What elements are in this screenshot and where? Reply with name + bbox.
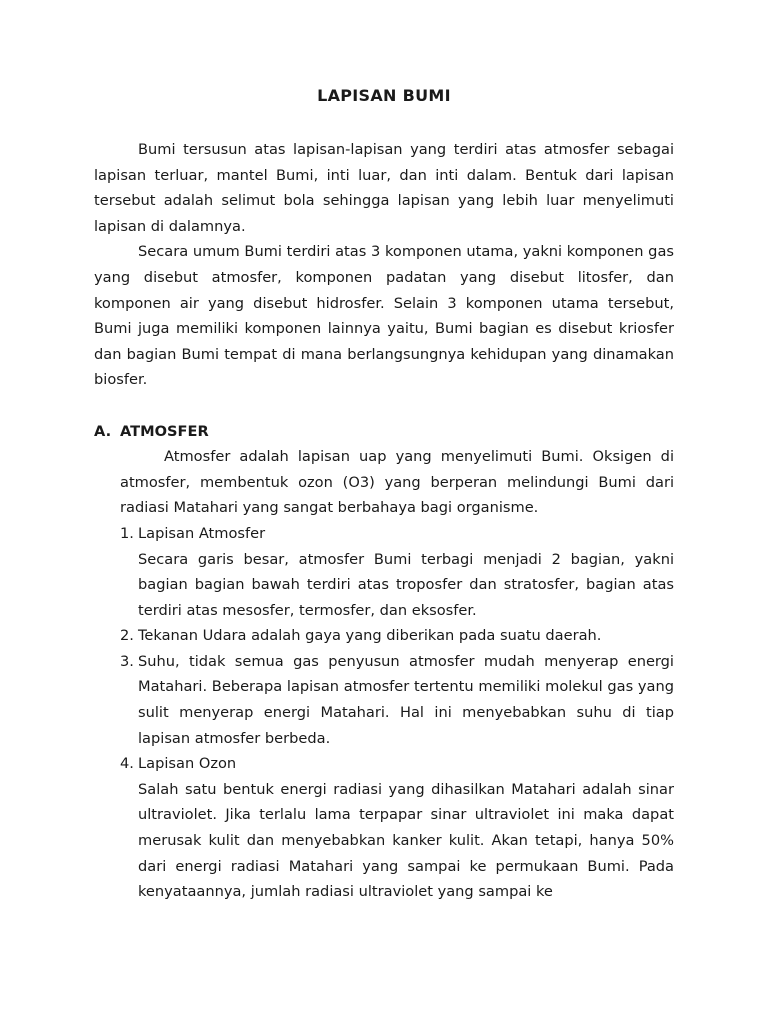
intro-paragraph-2: Secara umum Bumi terdiri atas 3 komponen utama, yakni komponen gas yang disebut atmosfer, komponen padatan yang disebut litosfer, dan komponen air yang disebut hidrosfer. Selain 3 komponen utama tersebut, Bumi juga memiliki komponen lainnya yaitu, Bumi bagian es disebut kriosfer dan bagian Bumi tempat di mana berlangsungnya kehidupan yang dinamakan biosfer. xyxy=(94,243,674,389)
list-item xyxy=(120,623,674,649)
paragraph-gap xyxy=(94,393,674,419)
list-item xyxy=(120,751,674,905)
section-a-body xyxy=(120,444,674,905)
section-a-intro: Atmosfer adalah lapisan uap yang menyelimuti Bumi. Oksigen di atmosfer, membentuk ozon (O3) yang berperan melindungi Bumi dari radiasi Matahari yang sangat berbahaya bagi organisme. xyxy=(120,448,674,517)
section-a-number: A. xyxy=(94,422,112,440)
section-a-heading xyxy=(94,419,674,445)
document-title: LAPISAN BUMI xyxy=(317,86,451,105)
list-item-number: 1. xyxy=(120,524,134,542)
list-item xyxy=(120,649,674,751)
intro-paragraph-1: Bumi tersusun atas lapisan-lapisan yang terdiri atas atmosfer sebagai lapisan terluar, mantel Bumi, inti luar, dan inti dalam. Bentuk dari lapisan tersebut adalah selimut bola sehingga lapisan yang lebih luar menyelimuti lapisan di dalamnya. xyxy=(94,141,674,235)
list-item-text: Suhu, tidak semua gas penyusun atmosfer mudah menyerap energi Matahari. Beberapa lapisan atmosfer tertentu memiliki molekul gas yang sulit menyerap energi Matahari. Hal ini menyebabkan suhu di tiap lapisan atmosfer berbeda. xyxy=(138,652,674,747)
list-item-detail: Salah satu bentuk energi radiasi yang dihasilkan Matahari adalah sinar ultraviolet. Jika terlalu lama terpapar sinar ultraviolet ini maka dapat merusak kulit dan menyebabkan kanker kulit. Akan tetapi, hanya 50% dari energi radiasi Matahari yang sampai ke permukaan Bumi. Pada kenyataannya, jumlah radiasi ultraviolet yang sampai ke xyxy=(138,780,674,901)
document-body xyxy=(94,137,674,905)
list-item-number: 2. xyxy=(120,627,134,645)
list-item-detail: Secara garis besar, atmosfer Bumi terbagi menjadi 2 bagian, yakni bagian bagian bawah terdiri atas troposfer dan stratosfer, bagian atas terdiri atas mesosfer, termosfer, dan eksosfer. xyxy=(138,550,674,619)
list-item-number: 3. xyxy=(120,652,134,670)
list-item-text: Lapisan Ozon xyxy=(138,755,237,773)
section-a-title: ATMOSFER xyxy=(120,422,209,440)
list-item-text: Tekanan Udara adalah gaya yang diberikan pada suatu daerah. xyxy=(138,627,602,645)
list-item-text: Lapisan Atmosfer xyxy=(138,524,266,542)
bottom-margin xyxy=(0,924,768,1024)
list-item xyxy=(120,521,674,623)
list-item-number: 4. xyxy=(120,755,134,773)
